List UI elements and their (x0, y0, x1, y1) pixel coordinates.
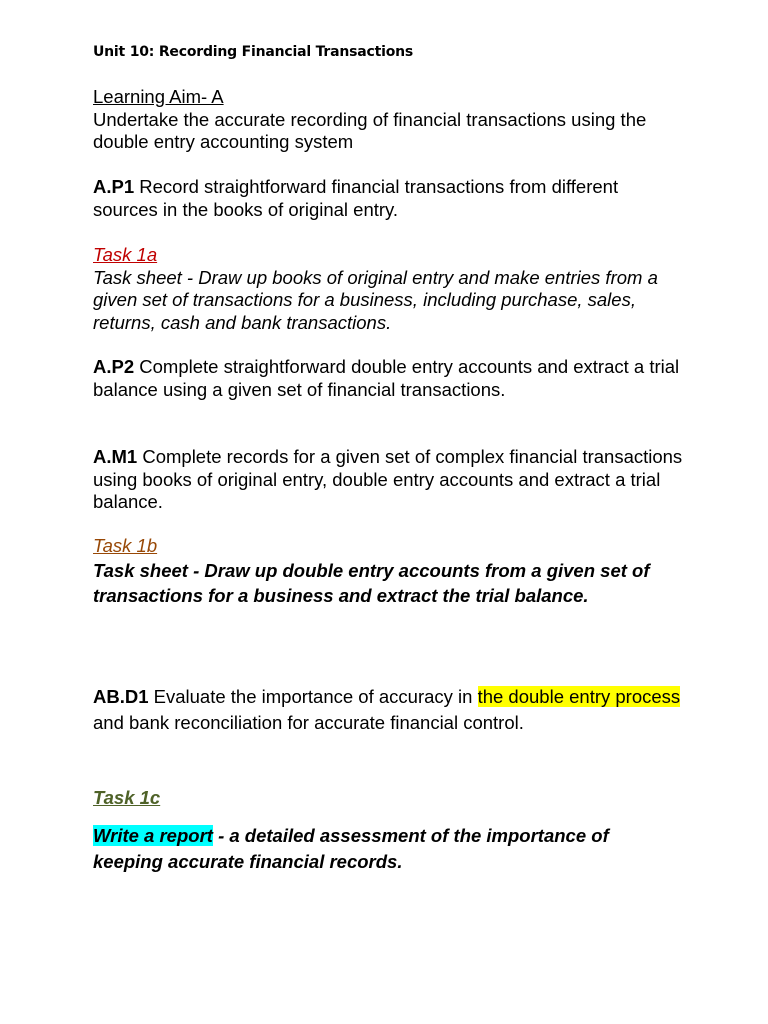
criterion-am1-text: Complete records for a given set of complex financial transactions using books of original entry, double entry accounts and extract a trial balance. (93, 446, 683, 512)
criterion-ap1-code: A.P1 (93, 176, 135, 197)
task-1a-description: Task sheet - Draw up books of original entry and make entries from a given set of transactions for a business, including purchase, sales, returns, cash and bank transactions. (93, 266, 658, 333)
criterion-ap2-code: A.P2 (93, 356, 135, 377)
document-header-title: Unit 10: Recording Financial Transactions (93, 44, 414, 60)
task-1b-label: Task 1b (93, 535, 158, 556)
task-1c-section (93, 823, 683, 874)
criterion-ap2-text: Complete straightforward double entry accounts and extract a trial balance using a given set of financial transactions. (93, 356, 680, 400)
task-1b-section (93, 535, 683, 609)
task-1a-section (93, 244, 683, 334)
learning-aim-description: Undertake the accurate recording of financial transactions using the double entry accounting system (93, 108, 647, 152)
learning-aim-heading: Learning Aim- A (93, 86, 224, 107)
criterion-ap2 (93, 356, 683, 401)
task-1c-label: Task 1c (93, 787, 161, 808)
criterion-am1-code: A.M1 (93, 446, 138, 467)
criterion-ap1-text: Record straightforward financial transactions from different sources in the books of original entry. (93, 176, 619, 220)
criterion-abd1-text-before: Evaluate the importance of accuracy in (148, 686, 478, 707)
task-1c-description: - a detailed assessment of the importance of keeping accurate financial records. (93, 825, 609, 872)
task-1c-highlight: Write a report (93, 825, 213, 846)
criterion-am1 (93, 446, 683, 514)
task-1b-description: Task sheet - Draw up double entry accounts from a given set of transactions for a business and extract the trial balance. (93, 559, 650, 606)
criterion-abd1-text-after: and bank reconciliation for accurate financial control. (93, 711, 524, 733)
criterion-ap1 (93, 176, 683, 221)
criterion-abd1 (93, 684, 683, 735)
criterion-abd1-highlight: the double entry process (477, 686, 681, 707)
task-1a-label: Task 1a (93, 244, 158, 265)
criterion-abd1-code: AB.D1 (93, 686, 149, 707)
learning-aim-section (93, 86, 683, 154)
task-1c-label-row (93, 787, 683, 810)
